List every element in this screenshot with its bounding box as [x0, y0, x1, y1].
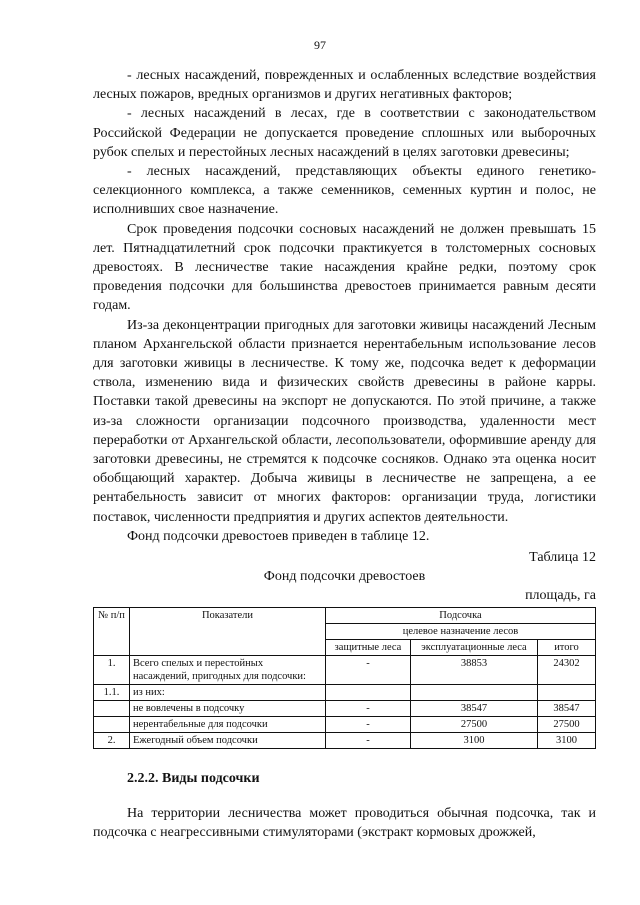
- data-table: [93, 607, 596, 749]
- header-group: Подсочка: [326, 608, 596, 624]
- table-row: [94, 717, 596, 733]
- row-num: [94, 701, 130, 717]
- paragraph-7: На территории лесничества может проводиться обычная подсочка, так и подсочка с неагрессивными стимуляторами (экстракт кормовых дрожжей,: [93, 806, 596, 841]
- row-value-exploitation: 27500: [411, 717, 538, 733]
- row-value-total: 27500: [538, 717, 596, 733]
- table-row: [94, 685, 596, 701]
- header-indicator: Показатели: [130, 608, 326, 656]
- row-value-total: [538, 685, 596, 701]
- header-subgroup: целевое назначение лесов: [326, 624, 596, 640]
- header-num: № п/п: [94, 608, 130, 656]
- row-label: Всего спелых и перестойных насаждений, пригодных для подсочки:: [130, 656, 326, 685]
- paragraph-4: Срок проведения подсочки сосновых насаждений не должен превышать 15 лет. Пятнадцатилетний срок подсочки практикуется в толстомерных сосновых древостоях. В лесничестве такие насаждения крайне редки, поэтому срок проведения подсочки для большинства древостоев принимается равным десяти годам.: [93, 221, 596, 314]
- row-value-protective: -: [326, 701, 411, 717]
- row-value-total: 38547: [538, 701, 596, 717]
- page-content: [93, 66, 596, 842]
- row-value-total: 3100: [538, 733, 596, 749]
- header-col-exploitation: эксплуатационные леса: [411, 640, 538, 656]
- paragraph-3: - лесных насаждений, представляющих объекты единого генетико-селекционного комплекса, а также семенников, семенных куртин и полос, не исполнивших свое назначение.: [93, 164, 596, 218]
- header-col-total: итого: [538, 640, 596, 656]
- row-value-exploitation: 38547: [411, 701, 538, 717]
- paragraph-1: - лесных насаждений, поврежденных и ослабленных вследствие воздействия лесных пожаров, вредных организмов и других негативных факторов;: [93, 68, 596, 103]
- row-label: нерентабельные для подсочки: [130, 717, 326, 733]
- row-label: не вовлечены в подсочку: [130, 701, 326, 717]
- row-num: 1.1.: [94, 685, 130, 701]
- row-value-exploitation: 38853: [411, 656, 538, 685]
- section-heading: 2.2.2. Виды подсочки: [127, 771, 260, 787]
- row-label: Ежегодный объем подсочки: [130, 733, 326, 749]
- table-row: [94, 733, 596, 749]
- row-num: 1.: [94, 656, 130, 685]
- row-value-exploitation: 3100: [411, 733, 538, 749]
- row-value-protective: -: [326, 656, 411, 685]
- row-value-protective: [326, 685, 411, 701]
- row-value-protective: -: [326, 717, 411, 733]
- row-num: 2.: [94, 733, 130, 749]
- paragraph-2: - лесных насаждений в лесах, где в соответствии с законодательством Российской Федерации не допускается проведение сплошных или выборочных рубок спелых и перестойных лесных насаждений в целях заготовки древесины;: [93, 106, 596, 160]
- row-num: [94, 717, 130, 733]
- page-number: 97: [314, 38, 326, 52]
- paragraph-5: Из-за деконцентрации пригодных для заготовки живицы насаждений Лесным планом Архангельской области признается нерентабельным использование лесов для заготовки живицы в лесничестве. К тому же, подсочка ведет к деформации ствола, изменению вида и физических свойств древесины в районе карры. Поставки такой древесины на экспорт не допускаются. По этой причине, а также из-за сложности организации подсочного производства, удаленности мест переработки от Архангельской области, лесопользователи, оформившие аренду для заготовки древесины, не стремятся к подсочке сосняков. Однако эта оценка носит обобщающий характер. Добыча живицы в лесничестве не запрещена, а ее рентабельность зависит от многих факторов: организации труда, логистики поставок, численности предприятия и других аспектов деятельности.: [93, 317, 596, 525]
- table-unit: площадь, га: [525, 588, 596, 604]
- table-row: [94, 701, 596, 717]
- row-label: из них:: [130, 685, 326, 701]
- header-col-protective: защитные леса: [326, 640, 411, 656]
- paragraph-6: Фонд подсочки древостоев приведен в таблице 12.: [127, 528, 430, 544]
- row-value-protective: -: [326, 733, 411, 749]
- table-row: [94, 656, 596, 685]
- table-title: Фонд подсочки древостоев: [263, 569, 426, 585]
- row-value-total: 24302: [538, 656, 596, 685]
- table-caption: Таблица 12: [529, 550, 596, 566]
- row-value-exploitation: [411, 685, 538, 701]
